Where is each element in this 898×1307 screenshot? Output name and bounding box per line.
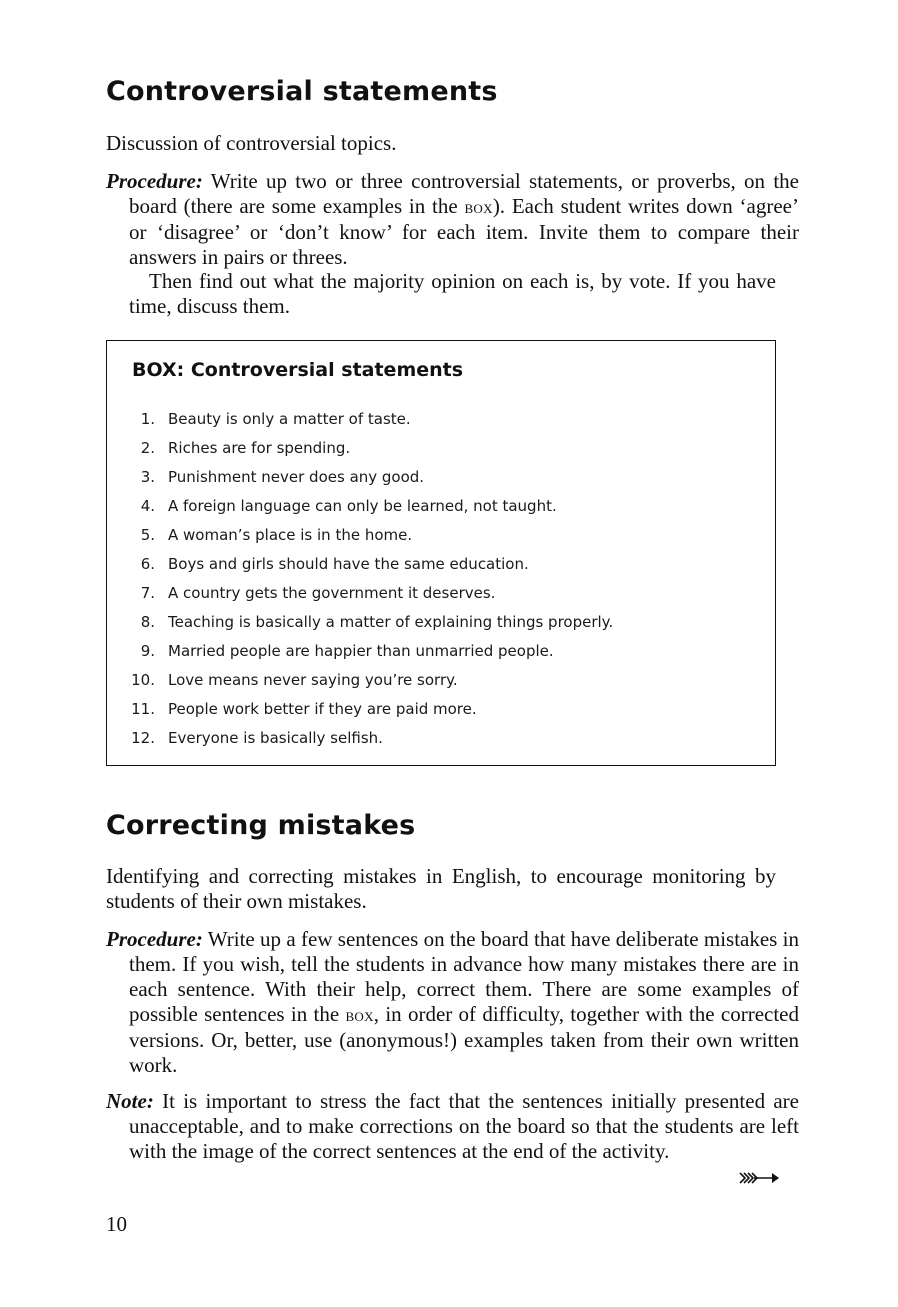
item-text: A country gets the government it deserves.	[168, 584, 496, 602]
procedure-text-part-a: Write up two or three controversial statements, or proverbs, on the board (there are some examples in the	[129, 169, 799, 218]
note-paragraph	[106, 1089, 799, 1164]
note-label: Note:	[106, 1089, 154, 1113]
item-number: 11.	[131, 700, 155, 718]
item-text: Boys and girls should have the same education.	[168, 555, 529, 573]
item-number: 9.	[140, 642, 155, 660]
item-number: 12.	[131, 729, 155, 747]
item-text: Married people are happier than unmarried people.	[168, 642, 554, 660]
item-text: Punishment never does any good.	[168, 468, 425, 486]
procedure-continuation	[106, 269, 776, 319]
item-text: Love means never saying you’re sorry.	[168, 671, 458, 689]
section-title-correcting: Correcting mistakes	[106, 810, 416, 841]
continue-arrow-icon	[738, 1168, 780, 1188]
section-intro-controversial: Discussion of controversial topics.	[106, 131, 397, 155]
item-number: 7.	[140, 584, 155, 602]
item-text: A woman’s place is in the home.	[168, 526, 413, 544]
item-text: Teaching is basically a matter of explaining things properly.	[168, 613, 614, 631]
procedure-label: Procedure:	[106, 169, 203, 193]
box-reference: box	[345, 1005, 374, 1026]
procedure-text-part-a: Write up a few sentences on the board that have deliberate mistakes in them. If you wish, tell the students in advance how many mistakes there are in each sentence. With their help, correct them. There are some examples of possible sentences in the	[129, 927, 800, 1026]
section-intro-correcting: Identifying and correcting mistakes in English, to encourage monitoring by students of their own mistakes.	[106, 864, 776, 913]
item-text: Riches are for spending.	[168, 439, 351, 457]
item-number: 8.	[140, 613, 155, 631]
procedure-paragraph-controversial	[106, 169, 799, 270]
item-number: 5.	[140, 526, 155, 544]
item-number: 3.	[140, 468, 155, 486]
procedure-text-part-b: ). Each student writes down ‘agree’ or ‘disagree’ or ‘don’t know’ for each item. Invite them to compare their answers in pairs or threes.	[129, 194, 799, 269]
item-number: 1.	[140, 410, 155, 428]
section-title-controversial: Controversial statements	[106, 76, 498, 107]
item-text: People work better if they are paid more.	[168, 700, 477, 718]
item-number: 6.	[140, 555, 155, 573]
box-reference: box	[464, 197, 493, 218]
procedure-label: Procedure:	[106, 927, 203, 951]
item-text: Everyone is basically selfish.	[168, 729, 383, 747]
item-number: 4.	[140, 497, 155, 515]
procedure-paragraph-correcting	[106, 927, 799, 1078]
page-number: 10	[106, 1212, 127, 1236]
item-text: A foreign language can only be learned, not taught.	[168, 497, 557, 515]
procedure-text-part-b: , in order of difficulty, together with the corrected versions. Or, better, use (anonymous!) examples taken from their own written work.	[129, 1002, 800, 1077]
box-title: BOX: Controversial statements	[132, 359, 464, 381]
item-number: 2.	[140, 439, 155, 457]
statements-box	[106, 340, 776, 766]
note-text: It is important to stress the fact that the sentences initially presented are unacceptable, and to make corrections on the board so that the students are left with the image of the correct sentences at the end of the activity.	[129, 1089, 799, 1163]
item-number: 10.	[131, 671, 155, 689]
item-text: Beauty is only a matter of taste.	[168, 410, 411, 428]
procedure-text-part-c: Then find out what the majority opinion on each is, by vote. If you have time, discuss them.	[129, 269, 776, 318]
